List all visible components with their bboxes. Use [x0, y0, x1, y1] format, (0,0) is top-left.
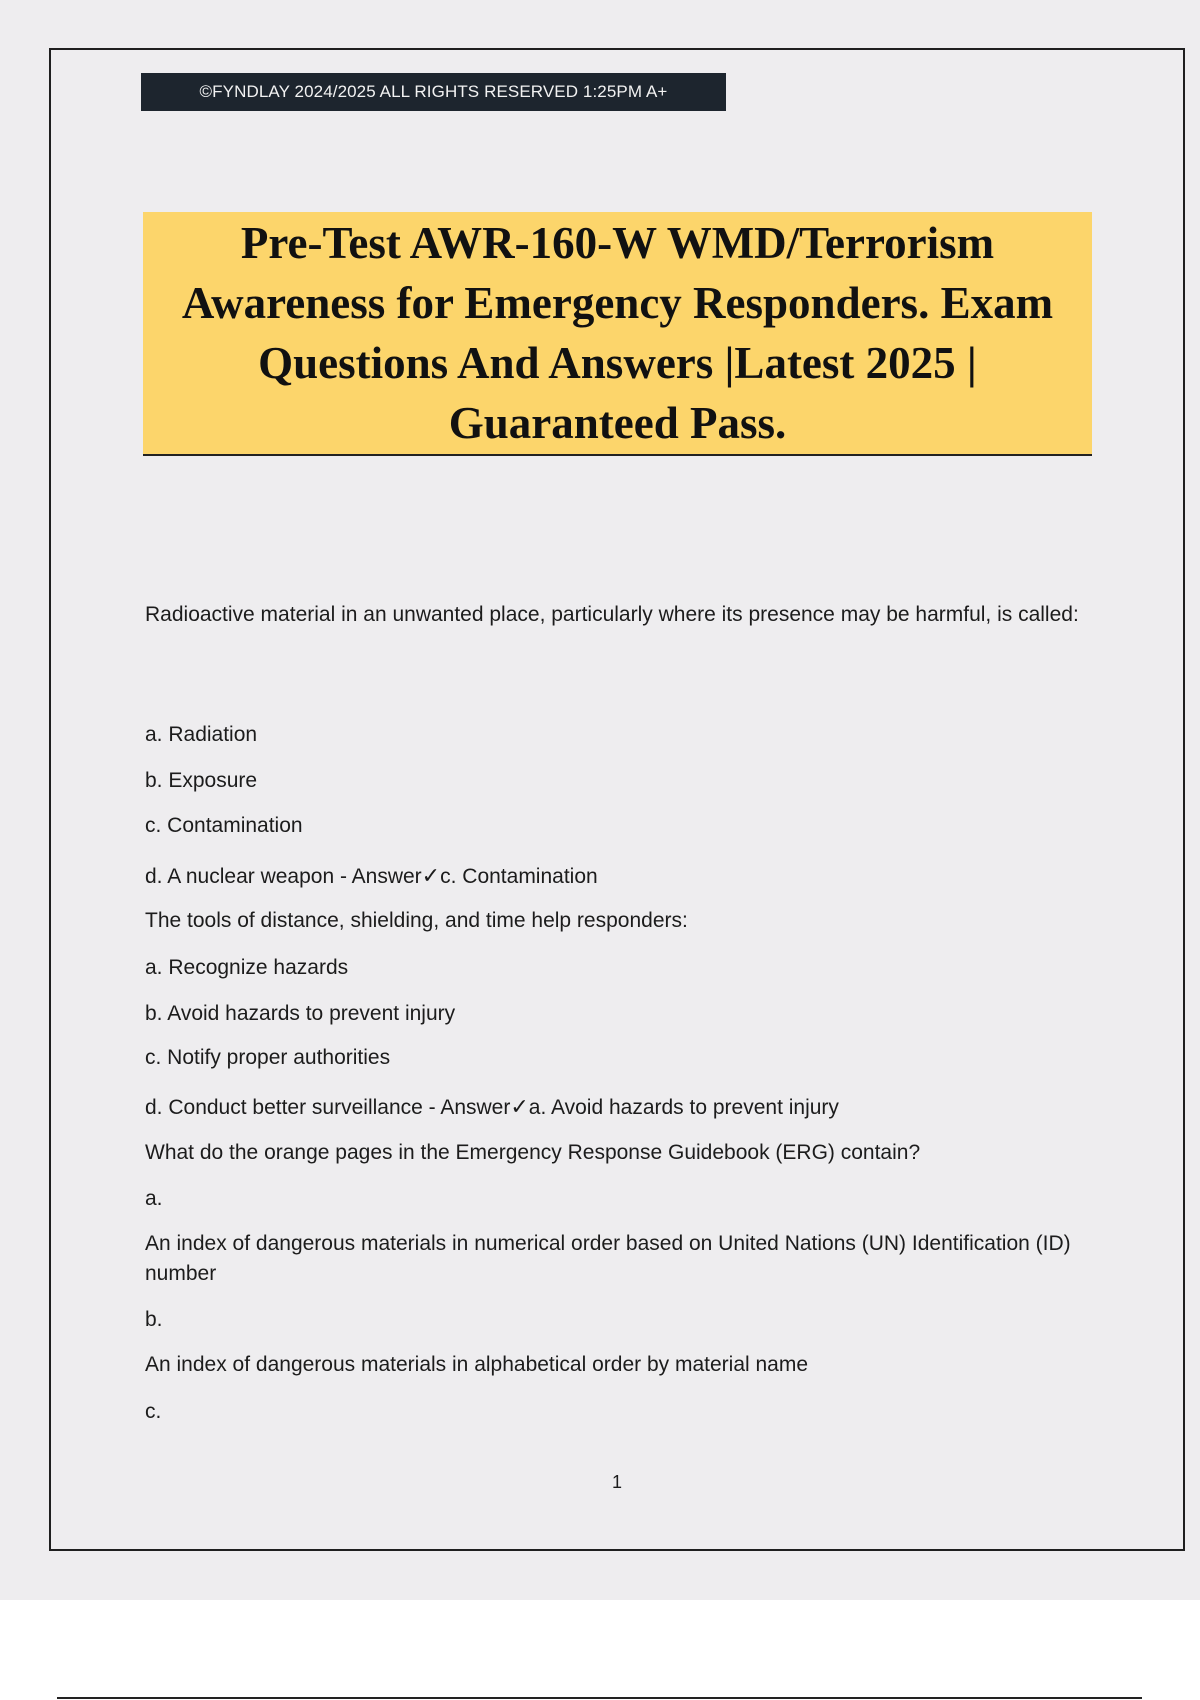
answer-option: c. Notify proper authorities	[145, 1046, 391, 1069]
question-prompt: The tools of distance, shielding, and time help responders:	[145, 909, 688, 932]
answer-option: b.	[145, 1308, 163, 1331]
answer-option: An index of dangerous materials in numerical order based on United Nations (UN) Identification (ID) number	[145, 1232, 1071, 1285]
answer-option: a.	[145, 1187, 163, 1210]
checkmark-icon: ✓	[510, 1094, 529, 1119]
option-text: d. Conduct better surveillance - Answer	[145, 1096, 511, 1119]
correct-answer: a. Avoid hazards to prevent injury	[528, 1096, 839, 1119]
answer-option: c.	[145, 1400, 162, 1423]
answer-option: a. Radiation	[145, 723, 258, 746]
answer-option: b. Avoid hazards to prevent injury	[145, 1002, 456, 1025]
option-text: d. A nuclear weapon - Answer	[145, 865, 422, 888]
footer-divider	[57, 1697, 1142, 1699]
answer-option	[145, 861, 1090, 892]
document-title: Pre-Test AWR-160-W WMD/Terrorism Awareness for Emergency Responders. Exam Questions And Answers |Latest 2025 | Guaranteed Pass.	[181, 218, 1054, 448]
copyright-banner: ©FYNDLAY 2024/2025 ALL RIGHTS RESERVED 1:25PM A+	[141, 73, 726, 111]
answer-option: a. Recognize hazards	[145, 956, 349, 979]
answer-option	[145, 1092, 1090, 1123]
question-prompt: What do the orange pages in the Emergency Response Guidebook (ERG) contain?	[145, 1141, 921, 1164]
answer-option: An index of dangerous materials in alphabetical order by material name	[145, 1353, 809, 1376]
answer-option: c. Contamination	[145, 814, 303, 837]
page-number: 1	[611, 1472, 622, 1492]
correct-answer: c. Contamination	[440, 865, 598, 888]
answer-option: b. Exposure	[145, 769, 258, 792]
title-box	[143, 212, 1092, 456]
checkmark-icon: ✓	[421, 863, 441, 888]
question-prompt: Radioactive material in an unwanted place, particularly where its presence may be harmful, is called:	[145, 603, 1079, 626]
